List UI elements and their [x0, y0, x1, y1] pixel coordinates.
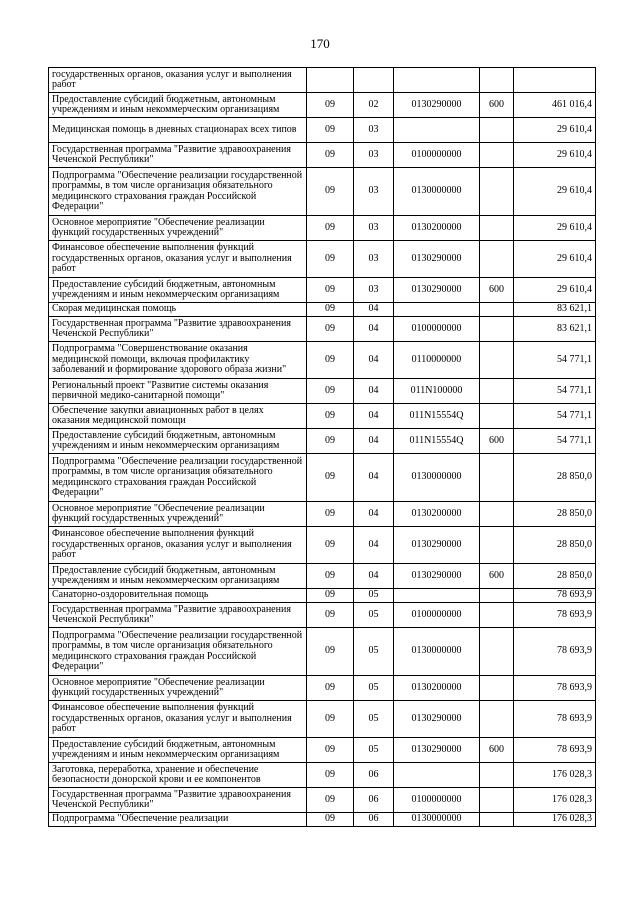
row-subsection-cell: 03 [354, 241, 394, 278]
row-amount-cell: 78 693,9 [514, 603, 596, 628]
row-target-article-cell [394, 763, 480, 788]
row-expense-type-cell [480, 763, 514, 788]
row-subsection-cell: 04 [354, 454, 394, 502]
row-expense-type-cell [480, 589, 514, 603]
row-expense-type-cell [480, 404, 514, 429]
row-name-cell: Заготовка, переработка, хранение и обеспечение безопасности донорской крови и ее компонентов [49, 763, 307, 788]
row-amount-cell: 78 693,9 [514, 738, 596, 763]
row-amount-cell: 78 693,9 [514, 628, 596, 676]
row-amount-cell: 176 028,3 [514, 763, 596, 788]
row-amount-cell [514, 68, 596, 93]
row-expense-type-cell [480, 317, 514, 342]
row-target-article-cell: 0130290000 [394, 527, 480, 564]
row-subsection-cell: 05 [354, 676, 394, 701]
row-name-cell: Подпрограмма "Совершенствование оказания медицинской помощи, включая профилактику заболеваний и формирование здорового образа жизни" [49, 342, 307, 379]
row-target-article-cell: 0130200000 [394, 502, 480, 527]
row-section-cell: 09 [307, 454, 354, 502]
row-name-cell: Основное мероприятие "Обеспечение реализации функций государственных учреждений" [49, 216, 307, 241]
row-section-cell: 09 [307, 342, 354, 379]
row-expense-type-cell [480, 788, 514, 813]
row-name-cell: Основное мероприятие "Обеспечение реализации функций государственных учреждений" [49, 502, 307, 527]
row-amount-cell: 54 771,1 [514, 404, 596, 429]
row-section-cell: 09 [307, 429, 354, 454]
row-amount-cell: 78 693,9 [514, 676, 596, 701]
row-expense-type-cell [480, 143, 514, 168]
row-amount-cell: 28 850,0 [514, 502, 596, 527]
row-name-cell: Обеспечение закупки авиационных работ в целях оказания медицинской помощи [49, 404, 307, 429]
row-section-cell: 09 [307, 502, 354, 527]
row-name-cell: Финансовое обеспечение выполнения функций государственных органов, оказания услуг и выполнения работ [49, 241, 307, 278]
row-expense-type-cell [480, 379, 514, 404]
row-target-article-cell [394, 68, 480, 93]
table-row [49, 342, 596, 379]
table-row [49, 317, 596, 342]
row-expense-type-cell [480, 241, 514, 278]
row-subsection-cell: 06 [354, 813, 394, 827]
table-row [49, 68, 596, 93]
row-target-article-cell: 0130290000 [394, 93, 480, 118]
row-expense-type-cell: 600 [480, 429, 514, 454]
row-section-cell: 09 [307, 788, 354, 813]
row-expense-type-cell: 600 [480, 564, 514, 589]
row-section-cell: 09 [307, 589, 354, 603]
row-section-cell: 09 [307, 278, 354, 303]
table-row [49, 454, 596, 502]
row-expense-type-cell [480, 676, 514, 701]
row-expense-type-cell: 600 [480, 738, 514, 763]
row-expense-type-cell [480, 454, 514, 502]
row-section-cell: 09 [307, 404, 354, 429]
table-row [49, 589, 596, 603]
row-target-article-cell: 0100000000 [394, 603, 480, 628]
row-amount-cell: 176 028,3 [514, 788, 596, 813]
row-subsection-cell: 05 [354, 701, 394, 738]
row-section-cell: 09 [307, 676, 354, 701]
table-row [49, 738, 596, 763]
row-amount-cell: 29 610,4 [514, 168, 596, 216]
table-row [49, 701, 596, 738]
row-section-cell [307, 68, 354, 93]
row-amount-cell: 28 850,0 [514, 454, 596, 502]
row-section-cell: 09 [307, 379, 354, 404]
table-row [49, 278, 596, 303]
row-amount-cell: 28 850,0 [514, 564, 596, 589]
row-expense-type-cell [480, 628, 514, 676]
row-subsection-cell: 02 [354, 93, 394, 118]
row-target-article-cell: 011N15554Q [394, 404, 480, 429]
row-name-cell: Санаторно-оздоровительная помощь [49, 589, 307, 603]
table-row [49, 502, 596, 527]
row-section-cell: 09 [307, 93, 354, 118]
row-name-cell: Скорая медицинская помощь [49, 303, 307, 317]
table-row [49, 241, 596, 278]
row-name-cell: Медицинская помощь в дневных стационарах всех типов [49, 118, 307, 143]
row-expense-type-cell [480, 342, 514, 379]
row-target-article-cell: 0130200000 [394, 676, 480, 701]
row-amount-cell: 461 016,4 [514, 93, 596, 118]
table-row [49, 788, 596, 813]
table-row [49, 379, 596, 404]
row-subsection-cell: 04 [354, 429, 394, 454]
budget-table [48, 67, 596, 827]
row-section-cell: 09 [307, 317, 354, 342]
row-target-article-cell [394, 118, 480, 143]
row-expense-type-cell: 600 [480, 278, 514, 303]
row-subsection-cell: 04 [354, 564, 394, 589]
row-name-cell: Предоставление субсидий бюджетным, автономным учреждениям и иным некоммерческим организациям [49, 564, 307, 589]
row-section-cell: 09 [307, 303, 354, 317]
row-subsection-cell: 04 [354, 527, 394, 564]
row-name-cell: Предоставление субсидий бюджетным, автономным учреждениям и иным некоммерческим организациям [49, 93, 307, 118]
row-amount-cell: 29 610,4 [514, 118, 596, 143]
row-name-cell: Государственная программа "Развитие здравоохранения Чеченской Республики" [49, 603, 307, 628]
row-amount-cell: 29 610,4 [514, 216, 596, 241]
row-amount-cell: 78 693,9 [514, 589, 596, 603]
row-expense-type-cell [480, 502, 514, 527]
row-target-article-cell: 0100000000 [394, 788, 480, 813]
row-amount-cell: 83 621,1 [514, 317, 596, 342]
table-row [49, 429, 596, 454]
row-name-cell: Государственная программа "Развитие здравоохранения Чеченской Республики" [49, 788, 307, 813]
table-row [49, 118, 596, 143]
row-amount-cell: 29 610,4 [514, 241, 596, 278]
table-row [49, 763, 596, 788]
row-section-cell: 09 [307, 813, 354, 827]
row-subsection-cell: 04 [354, 317, 394, 342]
row-name-cell: Подпрограмма "Обеспечение реализации [49, 813, 307, 827]
row-target-article-cell: 0130000000 [394, 454, 480, 502]
table-row [49, 168, 596, 216]
row-target-article-cell [394, 589, 480, 603]
row-target-article-cell: 0100000000 [394, 143, 480, 168]
page-number: 170 [310, 36, 330, 51]
row-section-cell: 09 [307, 628, 354, 676]
row-subsection-cell: 04 [354, 404, 394, 429]
table-row [49, 303, 596, 317]
table-row [49, 603, 596, 628]
table-row [49, 628, 596, 676]
row-amount-cell: 29 610,4 [514, 278, 596, 303]
row-name-cell: Государственная программа "Развитие здравоохранения Чеченской Республики" [49, 317, 307, 342]
row-section-cell: 09 [307, 564, 354, 589]
row-amount-cell: 54 771,1 [514, 379, 596, 404]
row-amount-cell: 29 610,4 [514, 143, 596, 168]
row-section-cell: 09 [307, 216, 354, 241]
row-section-cell: 09 [307, 143, 354, 168]
row-target-article-cell: 0130000000 [394, 168, 480, 216]
row-target-article-cell: 0130290000 [394, 701, 480, 738]
row-subsection-cell: 05 [354, 738, 394, 763]
row-expense-type-cell [480, 168, 514, 216]
row-target-article-cell: 0130200000 [394, 216, 480, 241]
row-target-article-cell: 0130000000 [394, 628, 480, 676]
row-expense-type-cell [480, 813, 514, 827]
row-subsection-cell: 06 [354, 763, 394, 788]
row-name-cell: Основное мероприятие "Обеспечение реализации функций государственных учреждений" [49, 676, 307, 701]
row-subsection-cell: 03 [354, 143, 394, 168]
row-target-article-cell: 0130290000 [394, 738, 480, 763]
row-subsection-cell: 04 [354, 379, 394, 404]
row-target-article-cell: 0110000000 [394, 342, 480, 379]
row-name-cell: Государственная программа "Развитие здравоохранения Чеченской Республики" [49, 143, 307, 168]
row-name-cell: Финансовое обеспечение выполнения функций государственных органов, оказания услуг и выполнения работ [49, 527, 307, 564]
row-name-cell: Региональный проект "Развитие системы оказания первичной медико-санитарной помощи" [49, 379, 307, 404]
row-name-cell: Подпрограмма "Обеспечение реализации государственной программы, в том числе организация обязательного медицинского страхования граждан Российской Федерации" [49, 454, 307, 502]
row-amount-cell: 28 850,0 [514, 527, 596, 564]
budget-table-body [49, 68, 596, 827]
table-row [49, 93, 596, 118]
row-expense-type-cell [480, 603, 514, 628]
row-section-cell: 09 [307, 527, 354, 564]
table-row [49, 404, 596, 429]
table-row [49, 216, 596, 241]
row-target-article-cell: 0130000000 [394, 813, 480, 827]
row-name-cell: Предоставление субсидий бюджетным, автономным учреждениям и иным некоммерческим организациям [49, 278, 307, 303]
row-name-cell: Финансовое обеспечение выполнения функций государственных органов, оказания услуг и выполнения работ [49, 701, 307, 738]
row-expense-type-cell [480, 303, 514, 317]
row-name-cell: Подпрограмма "Обеспечение реализации государственной программы, в том числе организация обязательного медицинского страхования граждан Российской Федерации" [49, 628, 307, 676]
row-section-cell: 09 [307, 118, 354, 143]
row-expense-type-cell [480, 527, 514, 564]
row-name-cell: Предоставление субсидий бюджетным, автономным учреждениям и иным некоммерческим организациям [49, 738, 307, 763]
row-section-cell: 09 [307, 701, 354, 738]
row-subsection-cell: 03 [354, 278, 394, 303]
row-target-article-cell: 011N15554Q [394, 429, 480, 454]
row-subsection-cell: 06 [354, 788, 394, 813]
row-target-article-cell: 0130290000 [394, 278, 480, 303]
table-row [49, 676, 596, 701]
row-expense-type-cell: 600 [480, 93, 514, 118]
row-expense-type-cell [480, 216, 514, 241]
row-section-cell: 09 [307, 763, 354, 788]
row-name-cell: государственных органов, оказания услуг и выполнения работ [49, 68, 307, 93]
row-section-cell: 09 [307, 241, 354, 278]
table-row [49, 527, 596, 564]
row-target-article-cell: 0130290000 [394, 564, 480, 589]
row-subsection-cell: 05 [354, 589, 394, 603]
row-target-article-cell: 011N100000 [394, 379, 480, 404]
table-row [49, 564, 596, 589]
row-expense-type-cell [480, 118, 514, 143]
row-expense-type-cell [480, 701, 514, 738]
row-section-cell: 09 [307, 603, 354, 628]
row-subsection-cell: 03 [354, 168, 394, 216]
row-subsection-cell [354, 68, 394, 93]
row-amount-cell: 83 621,1 [514, 303, 596, 317]
row-amount-cell: 78 693,9 [514, 701, 596, 738]
row-subsection-cell: 03 [354, 216, 394, 241]
row-subsection-cell: 04 [354, 303, 394, 317]
row-amount-cell: 54 771,1 [514, 342, 596, 379]
row-amount-cell: 54 771,1 [514, 429, 596, 454]
table-row [49, 143, 596, 168]
row-subsection-cell: 03 [354, 118, 394, 143]
row-target-article-cell [394, 303, 480, 317]
row-name-cell: Подпрограмма "Обеспечение реализации государственной программы, в том числе организация обязательного медицинского страхования граждан Российской Федерации" [49, 168, 307, 216]
row-amount-cell: 176 028,3 [514, 813, 596, 827]
row-subsection-cell: 05 [354, 628, 394, 676]
row-subsection-cell: 04 [354, 342, 394, 379]
row-section-cell: 09 [307, 738, 354, 763]
row-expense-type-cell [480, 68, 514, 93]
table-row [49, 813, 596, 827]
row-subsection-cell: 04 [354, 502, 394, 527]
row-section-cell: 09 [307, 168, 354, 216]
row-subsection-cell: 05 [354, 603, 394, 628]
row-target-article-cell: 0130290000 [394, 241, 480, 278]
row-name-cell: Предоставление субсидий бюджетным, автономным учреждениям и иным некоммерческим организациям [49, 429, 307, 454]
row-target-article-cell: 0100000000 [394, 317, 480, 342]
